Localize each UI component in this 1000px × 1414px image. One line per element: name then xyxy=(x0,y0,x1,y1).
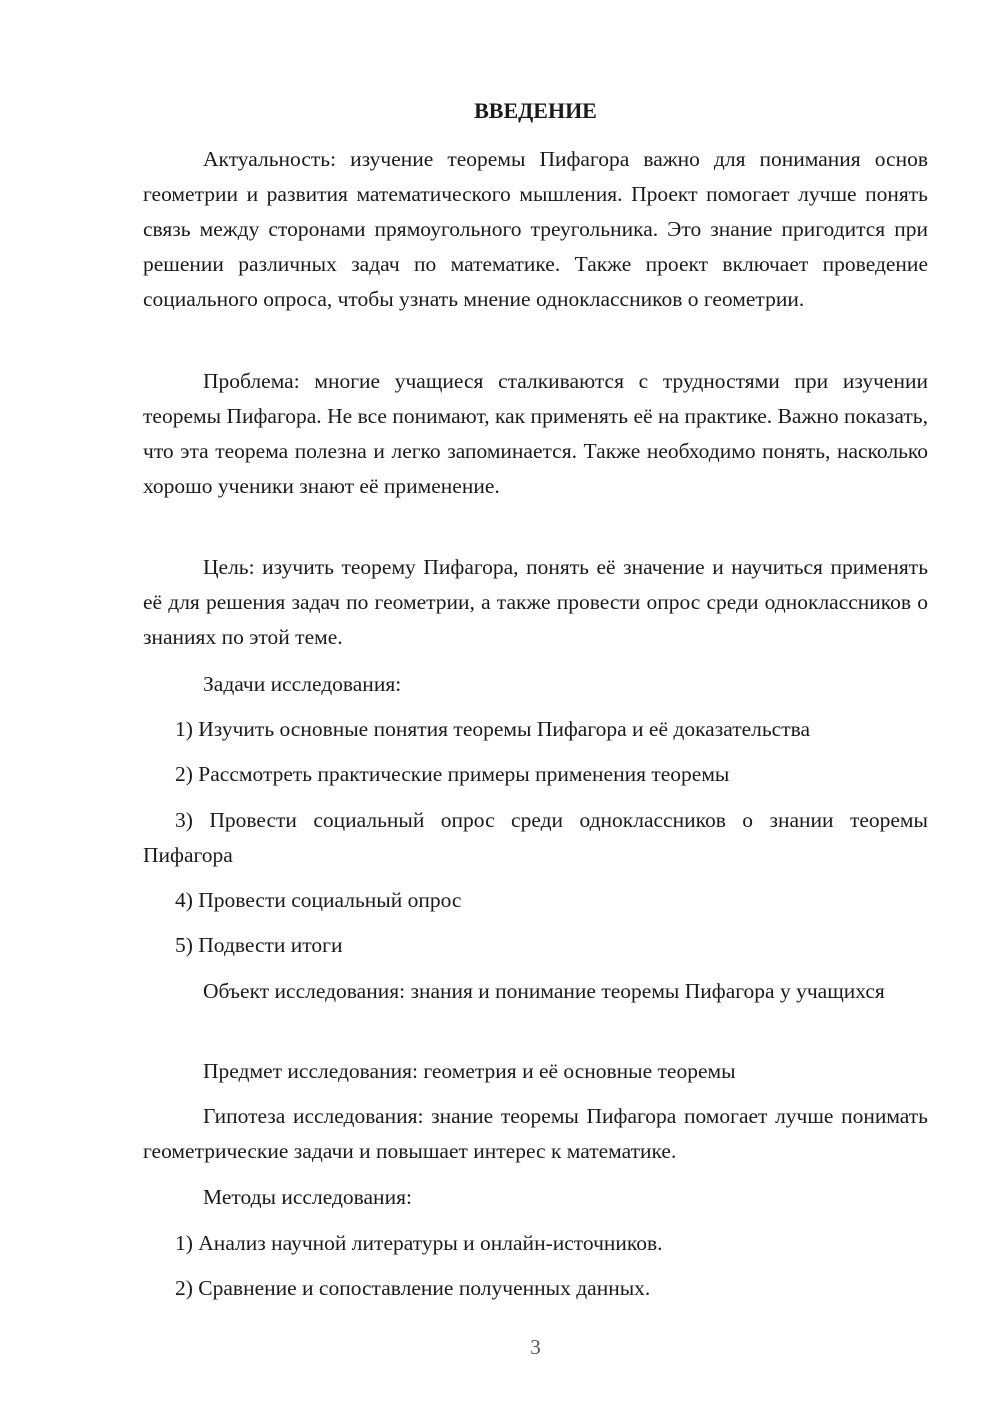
tasks-heading: Задачи исследования: xyxy=(203,672,402,696)
task-item-2: 2) Рассмотреть практические примеры применения теоремы xyxy=(175,762,730,786)
method-item-1: 1) Анализ научной литературы и онлайн-источников. xyxy=(175,1231,663,1255)
object-paragraph: Объект исследования: знания и понимание теоремы Пифагора у учащихся xyxy=(203,979,885,1003)
section-title: ВВЕДЕНИЕ xyxy=(474,98,597,123)
subject-paragraph: Предмет исследования: геометрия и её основные теоремы xyxy=(203,1059,736,1083)
page-number: 3 xyxy=(530,1335,541,1359)
problem-paragraph: Проблема: многие учащиеся сталкиваются с трудностями при изучении теоремы Пифагора. Не все понимают, как применять её на практике. Важно показать, что эта теорема полезна и легко запоминается. Также необходимо понять, насколько хорошо ученики знают её применение. xyxy=(143,369,928,498)
document-page xyxy=(143,0,928,1414)
relevance-paragraph: Актуальность: изучение теоремы Пифагора важно для понимания основ геометрии и развития математического мышления. Проект помогает лучше понять связь между сторонами прямоугольного треугольника. Это знание пригодится при решении различных задач по математике. Также проект включает проведение социального опроса, чтобы узнать мнение одноклассников о геометрии. xyxy=(143,147,928,311)
method-item-2: 2) Сравнение и сопоставление полученных данных. xyxy=(175,1276,651,1300)
task-item-3: 3) Провести социальный опрос среди одноклассников о знании теоремы Пифагора xyxy=(143,808,928,867)
methods-heading: Методы исследования: xyxy=(203,1185,412,1209)
task-item-5: 5) Подвести итоги xyxy=(175,933,343,957)
task-item-1: 1) Изучить основные понятия теоремы Пифагора и её доказательства xyxy=(175,717,811,741)
goal-paragraph: Цель: изучить теорему Пифагора, понять её значение и научиться применять её для решения задач по геометрии, а также провести опрос среди одноклассников о знаниях по этой теме. xyxy=(143,555,928,649)
task-item-4: 4) Провести социальный опрос xyxy=(175,888,462,912)
hypothesis-paragraph: Гипотеза исследования: знание теоремы Пифагора помогает лучше понимать геометрические задачи и повышает интерес к математике. xyxy=(143,1104,928,1163)
